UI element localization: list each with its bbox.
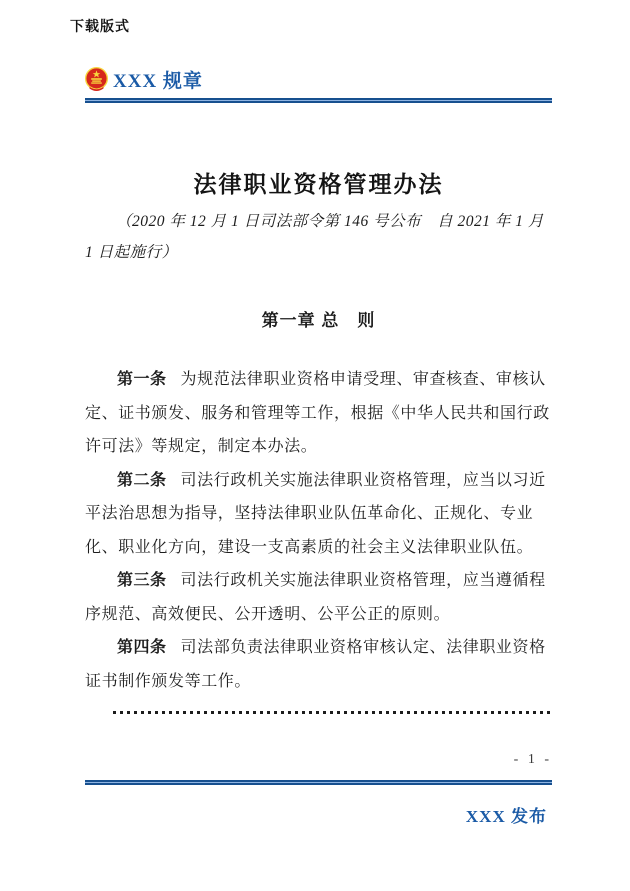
document-title: 法律职业资格管理办法 [193, 172, 444, 197]
publisher-label: XXX 发布 [465, 807, 547, 826]
download-format-link[interactable]: 下载版式 [70, 20, 130, 35]
article-4 [85, 631, 552, 698]
article-body [85, 363, 552, 698]
chapter-heading: 第一章 总 则 [261, 311, 376, 330]
article-4-label: 第四条 [117, 639, 167, 656]
document-header [85, 66, 552, 93]
article-2-text: 司法行政机关实施法律职业资格管理，应当以习近平法治思想为指导，坚持法律职业队伍革命化、正规化、专业化、职业化方向，建设一支高素质的社会主义法律职业队伍。 [85, 471, 546, 556]
publication-note: （2020 年 12 月 1 日司法部令第 146 号公布 自 2021 年 1 月 1 日起施行） [85, 213, 544, 261]
article-2-label: 第二条 [117, 471, 167, 489]
article-3 [85, 564, 552, 631]
article-3-text: 司法行政机关实施法律职业资格管理，应当遵循程序规范、高效便民、公开透明、公平公正的原则。 [85, 572, 546, 623]
header-divider-line [85, 98, 552, 103]
national-emblem-icon [85, 67, 108, 92]
article-1-text: 为规范法律职业资格申请受理、审查核查、审核认定、证书颁发、服务和管理等工作，根据《中华人民共和国行政许可法》等规定，制定本办法。 [85, 371, 550, 455]
footer-divider-line [85, 780, 552, 785]
article-4-text: 司法部负责法律职业资格审核认定、法律职业资格证书制作颁发等工作。 [85, 639, 546, 690]
page-number: - 1 - [513, 752, 552, 767]
article-3-label: 第三条 [117, 572, 167, 589]
agency-rules-label: XXX 规章 [113, 71, 203, 92]
article-1 [85, 363, 552, 464]
content-omitted-dotted-line [113, 711, 550, 714]
article-2 [85, 464, 552, 565]
article-1-label: 第一条 [117, 371, 167, 388]
